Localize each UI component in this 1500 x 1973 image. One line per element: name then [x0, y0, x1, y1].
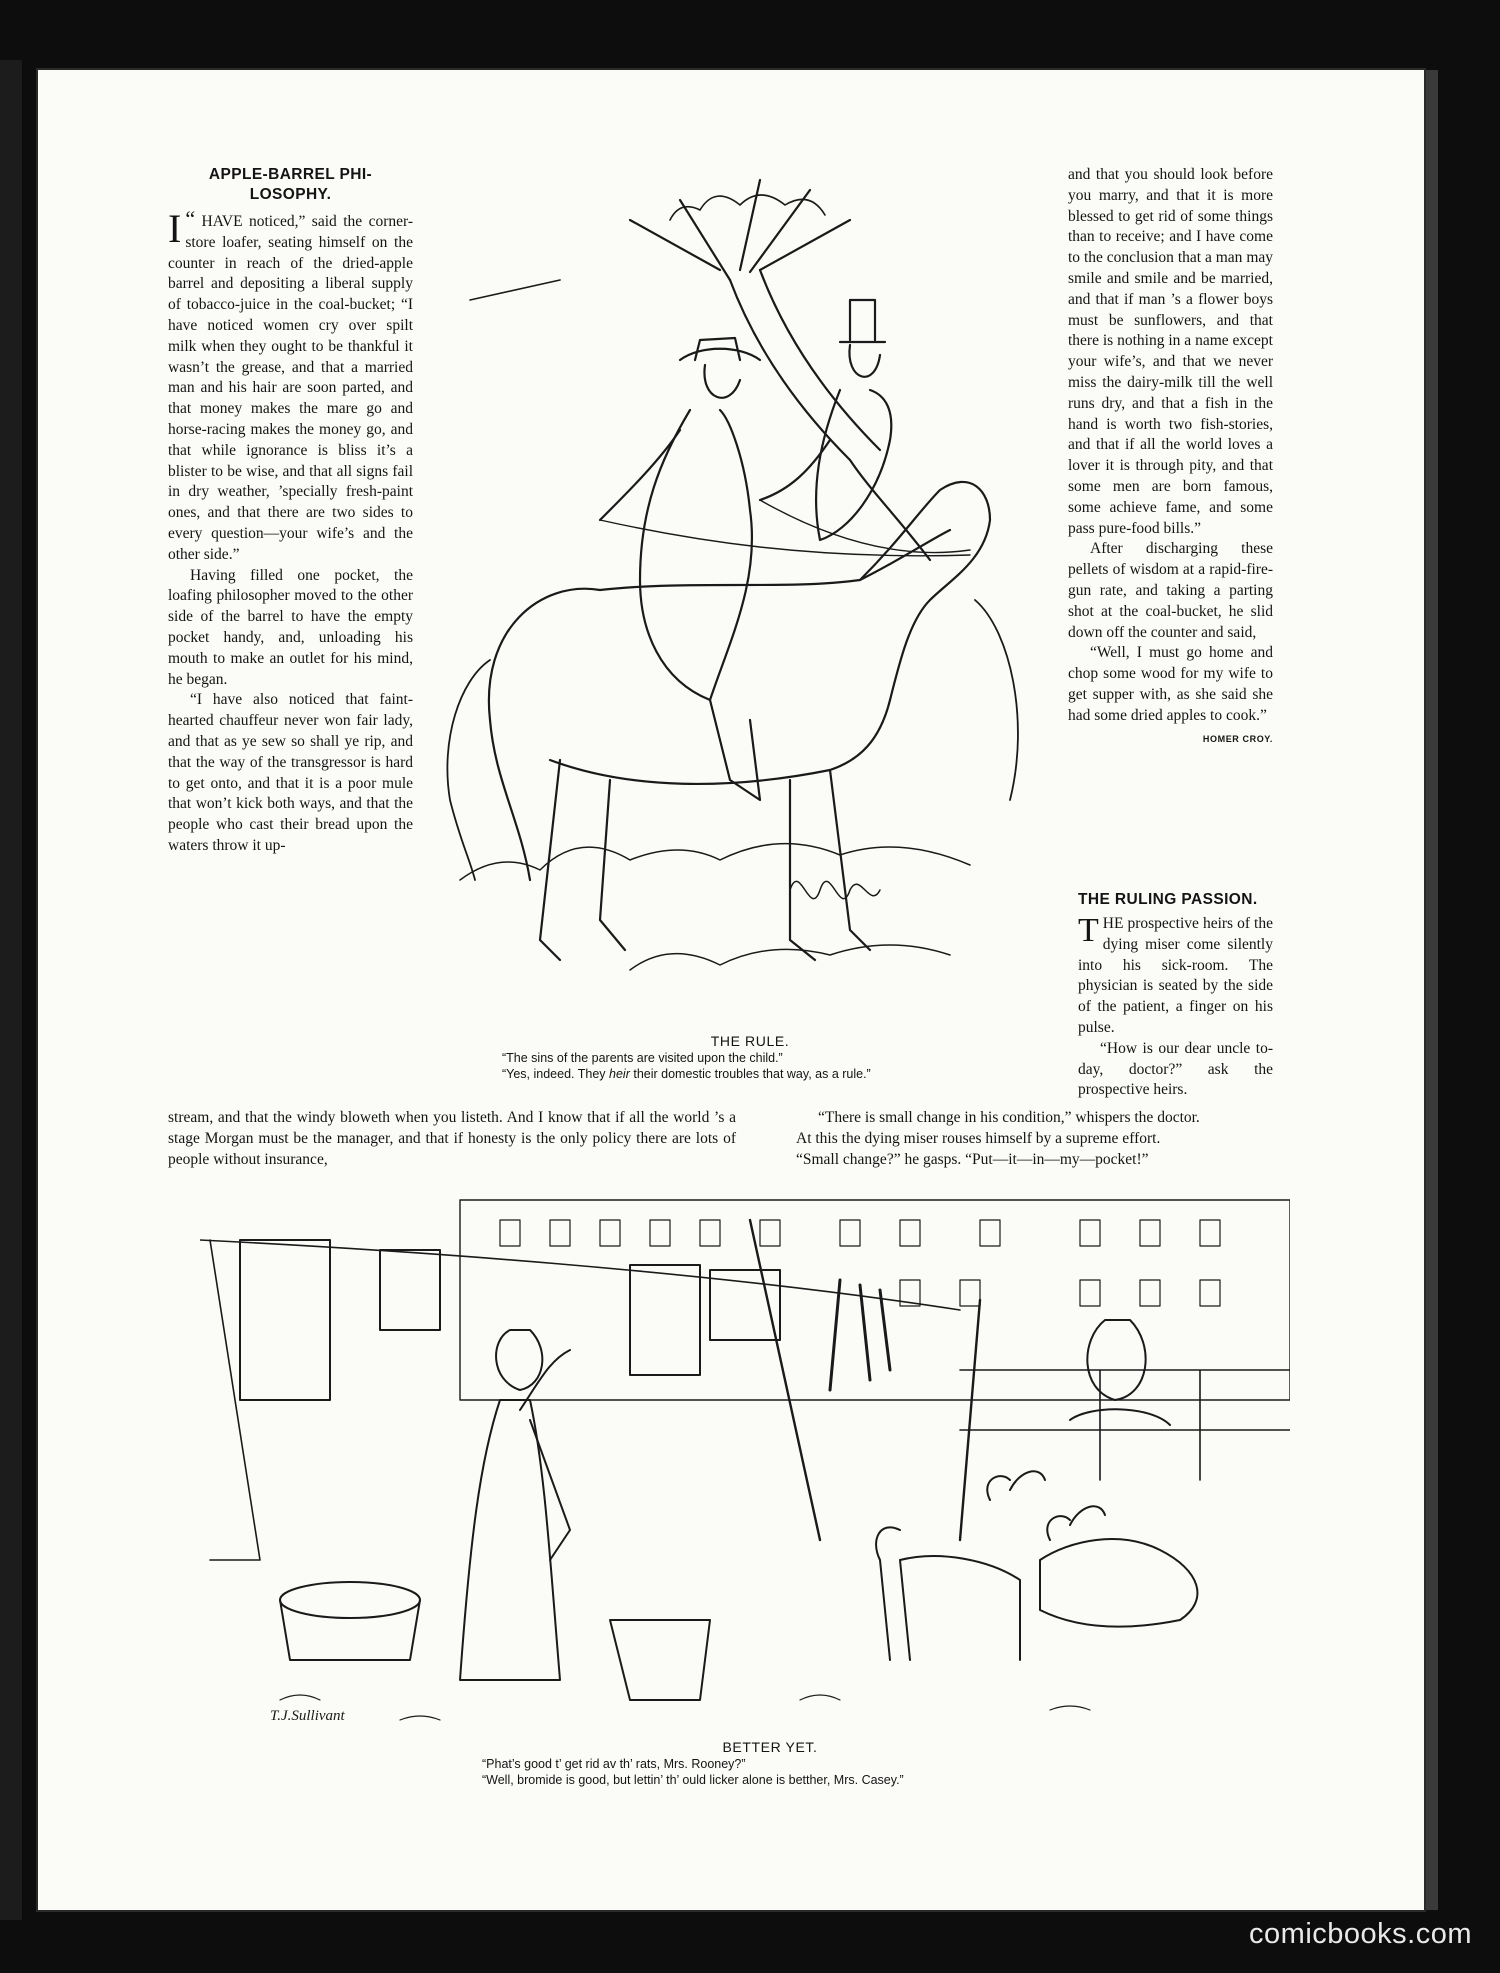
caption-line: [500, 1066, 1000, 1082]
wash-tub-body: [280, 1600, 420, 1660]
woman-body: [640, 410, 752, 700]
paragraph: “How is our dear uncle to-day, doctor?” ask the prospective heirs.: [1078, 1039, 1273, 1099]
illustration-the-rule: [430, 160, 1050, 1030]
artist-signature: T.J.Sullivant: [270, 1708, 345, 1724]
ground-scribble: [280, 1695, 1090, 1720]
woman-skirt: [710, 700, 760, 800]
drop-cap: T: [1078, 912, 1099, 949]
horse-belly: [550, 760, 830, 784]
laundry-stockings: [830, 1280, 890, 1390]
man-head: [849, 345, 880, 377]
tree-trunk-edge: [760, 270, 880, 450]
page-edge-shadow: [1424, 70, 1438, 1910]
laundry-sheet: [630, 1265, 700, 1375]
man-tophat: [840, 300, 885, 342]
paragraph: At this the dying miser rouses himself by a supreme effort.: [796, 1129, 1161, 1147]
horse-chest: [830, 700, 890, 770]
caption-italic-word: heir: [609, 1067, 630, 1081]
woman-head: [704, 365, 740, 398]
paragraph: After discharging these pellets of wisdom at a rapid-fire-gun rate, and taking a parting shot at the coal-bucket, he slid down off the counter and said,: [1068, 540, 1273, 641]
heading-line: LOSOPHY.: [249, 186, 332, 203]
article-continuation-left: [168, 1108, 736, 1170]
article-ruling-passion-ending: [796, 1108, 1276, 1170]
ground-grass: [630, 945, 950, 970]
laundry-shirt: [240, 1240, 330, 1400]
paragraph: [168, 206, 413, 566]
site-watermark: comicbooks.com: [1249, 1918, 1472, 1950]
caption-line: “Phat’s good t’ get rid av th’ rats, Mrs. Rooney?”: [482, 1757, 746, 1771]
caption-better-yet: [430, 1738, 1110, 1788]
paragraph: [1078, 914, 1273, 1039]
tree-foliage: [670, 195, 825, 220]
man-head: [1087, 1320, 1145, 1400]
caption-title: THE RULE.: [710, 1033, 790, 1049]
paragraph: “Small change?” he gasps. “Put—it—in—my—pocket!”: [796, 1150, 1149, 1168]
reins: [600, 500, 970, 556]
paragraph: “Well, I must go home and chop some wood for my wife to get supper with, as she said she had some dried apples to cook.”: [1068, 644, 1273, 724]
caption-line: “The sins of the parents are visited upon the child.”: [502, 1051, 783, 1065]
laundry-towel: [380, 1250, 440, 1330]
goat-horns: [1047, 1506, 1105, 1540]
horse-leg: [790, 780, 815, 960]
horse-leg: [600, 780, 625, 950]
caption-text: their domestic troubles that way, as a rule.”: [629, 1067, 871, 1081]
woman-hat: [680, 338, 760, 360]
clothes-pole: [960, 1300, 980, 1540]
caption-the-rule: [500, 1032, 1000, 1082]
artist-signature-scribble: [790, 881, 880, 898]
illustration-better-yet: [200, 1180, 1290, 1740]
wash-tub: [280, 1582, 420, 1618]
fence: [960, 1370, 1290, 1480]
article-continuation-right: [1068, 165, 1273, 749]
goat: [876, 1527, 1020, 1660]
horse-neck: [860, 482, 990, 700]
scan-edge: [0, 60, 22, 1920]
man-arm: [760, 440, 830, 500]
woman-arm: [600, 430, 680, 520]
article-apple-barrel-philosophy: [168, 165, 413, 857]
paragraph: and that you should look before you marry, and that it is more blessed to get rid of some things than to receive; and I have come to the conclusion that a man may smile and smile and be married, and that if man ’s a flower boys must be sunflowers, and that there is nothing in a name except your wife’s, and that we never miss the dairy-milk till the well runs dry, and that a fish in the hand is worth two fish-stories, and that if all the world loves a lover it is through pity, and that some men are born famous, some achieve fame, and some pass pure-food bills.”: [1068, 166, 1273, 537]
bucket: [610, 1620, 710, 1700]
paragraph: “There is small change in his condition,” whispers the doctor.: [818, 1109, 1200, 1126]
woman-apron: [530, 1420, 570, 1560]
caption-line: “Well, bromide is good, but lettin’ th’ ould licker alone is betther, Mrs. Casey.”: [482, 1773, 904, 1787]
author-signature: HOMER CROY.: [1202, 733, 1273, 744]
woman-head: [496, 1330, 542, 1390]
horse-leg: [830, 770, 870, 950]
branch-left: [470, 280, 560, 300]
man-shoulders: [1070, 1409, 1170, 1425]
paragraph-text: HAVE noticed,” said the corner-store loafer, seating himself on the counter in reach of the dried-apple barrel and depositing a liberal supply of tobacco-juice in the coal-bucket; “I have noticed women cry over spilt milk when they ought to be thankful it wasn’t the grease, and that a married man and his hair are soon parted, and that money makes the mare go and horse-racing makes the money go, and that while ignorance is bliss it’s a blister to be wise, and that all signs fail in dry weather, ’specially fresh-paint ones, and that there are two sides to every question—your wife’s and the other side.”: [168, 213, 413, 563]
article-ruling-passion: [1078, 890, 1273, 1101]
drop-cap: I: [168, 206, 182, 251]
ground-grass: [460, 844, 970, 880]
horse-leg: [540, 760, 560, 960]
caption-title: BETTER YET.: [722, 1739, 818, 1755]
horse-body: [489, 530, 950, 880]
woman-dress: [460, 1400, 560, 1680]
paragraph-text: HE prospective heirs of the dying miser come silently into his sick-room. The physician is seated by the side of the patient, a finger on his pulse.: [1078, 915, 1273, 1036]
clothes-pole: [750, 1220, 820, 1540]
paragraph: stream, and that the windy bloweth when you listeth. And I know that if all the world ’s a stage Morgan must be the manager, and that if honesty is the only policy there are lots of people without insurance,: [168, 1109, 736, 1168]
drop-quote: “: [185, 206, 196, 231]
horse-tail: [447, 660, 490, 880]
article-heading: [168, 165, 413, 205]
paragraph: Having filled one pocket, the loafing philosopher moved to the other side of the barrel to have the empty pocket handy, and, unloading his mouth to make an outlet for his mind, he began.: [168, 566, 413, 688]
paragraph: “I have also noticed that faint-hearted chauffeur never won fair lady, and that as ye sew so shall ye rip, and that the way of the transgressor is hard to get onto, and that it is a poor mule that won’t kick both ways, and that the people who cast their bread upon the waters throw it up-: [168, 691, 413, 854]
goat-horns: [987, 1471, 1045, 1500]
article-heading: THE RULING PASSION.: [1078, 891, 1258, 908]
tree-branch: [630, 180, 850, 280]
clothesline: [200, 1240, 960, 1310]
caption-text: “Yes, indeed. They: [502, 1067, 610, 1081]
goat-lying: [1040, 1539, 1197, 1626]
heading-line: APPLE-BARREL PHI-: [208, 166, 373, 183]
horse-tail-right: [975, 600, 1018, 800]
